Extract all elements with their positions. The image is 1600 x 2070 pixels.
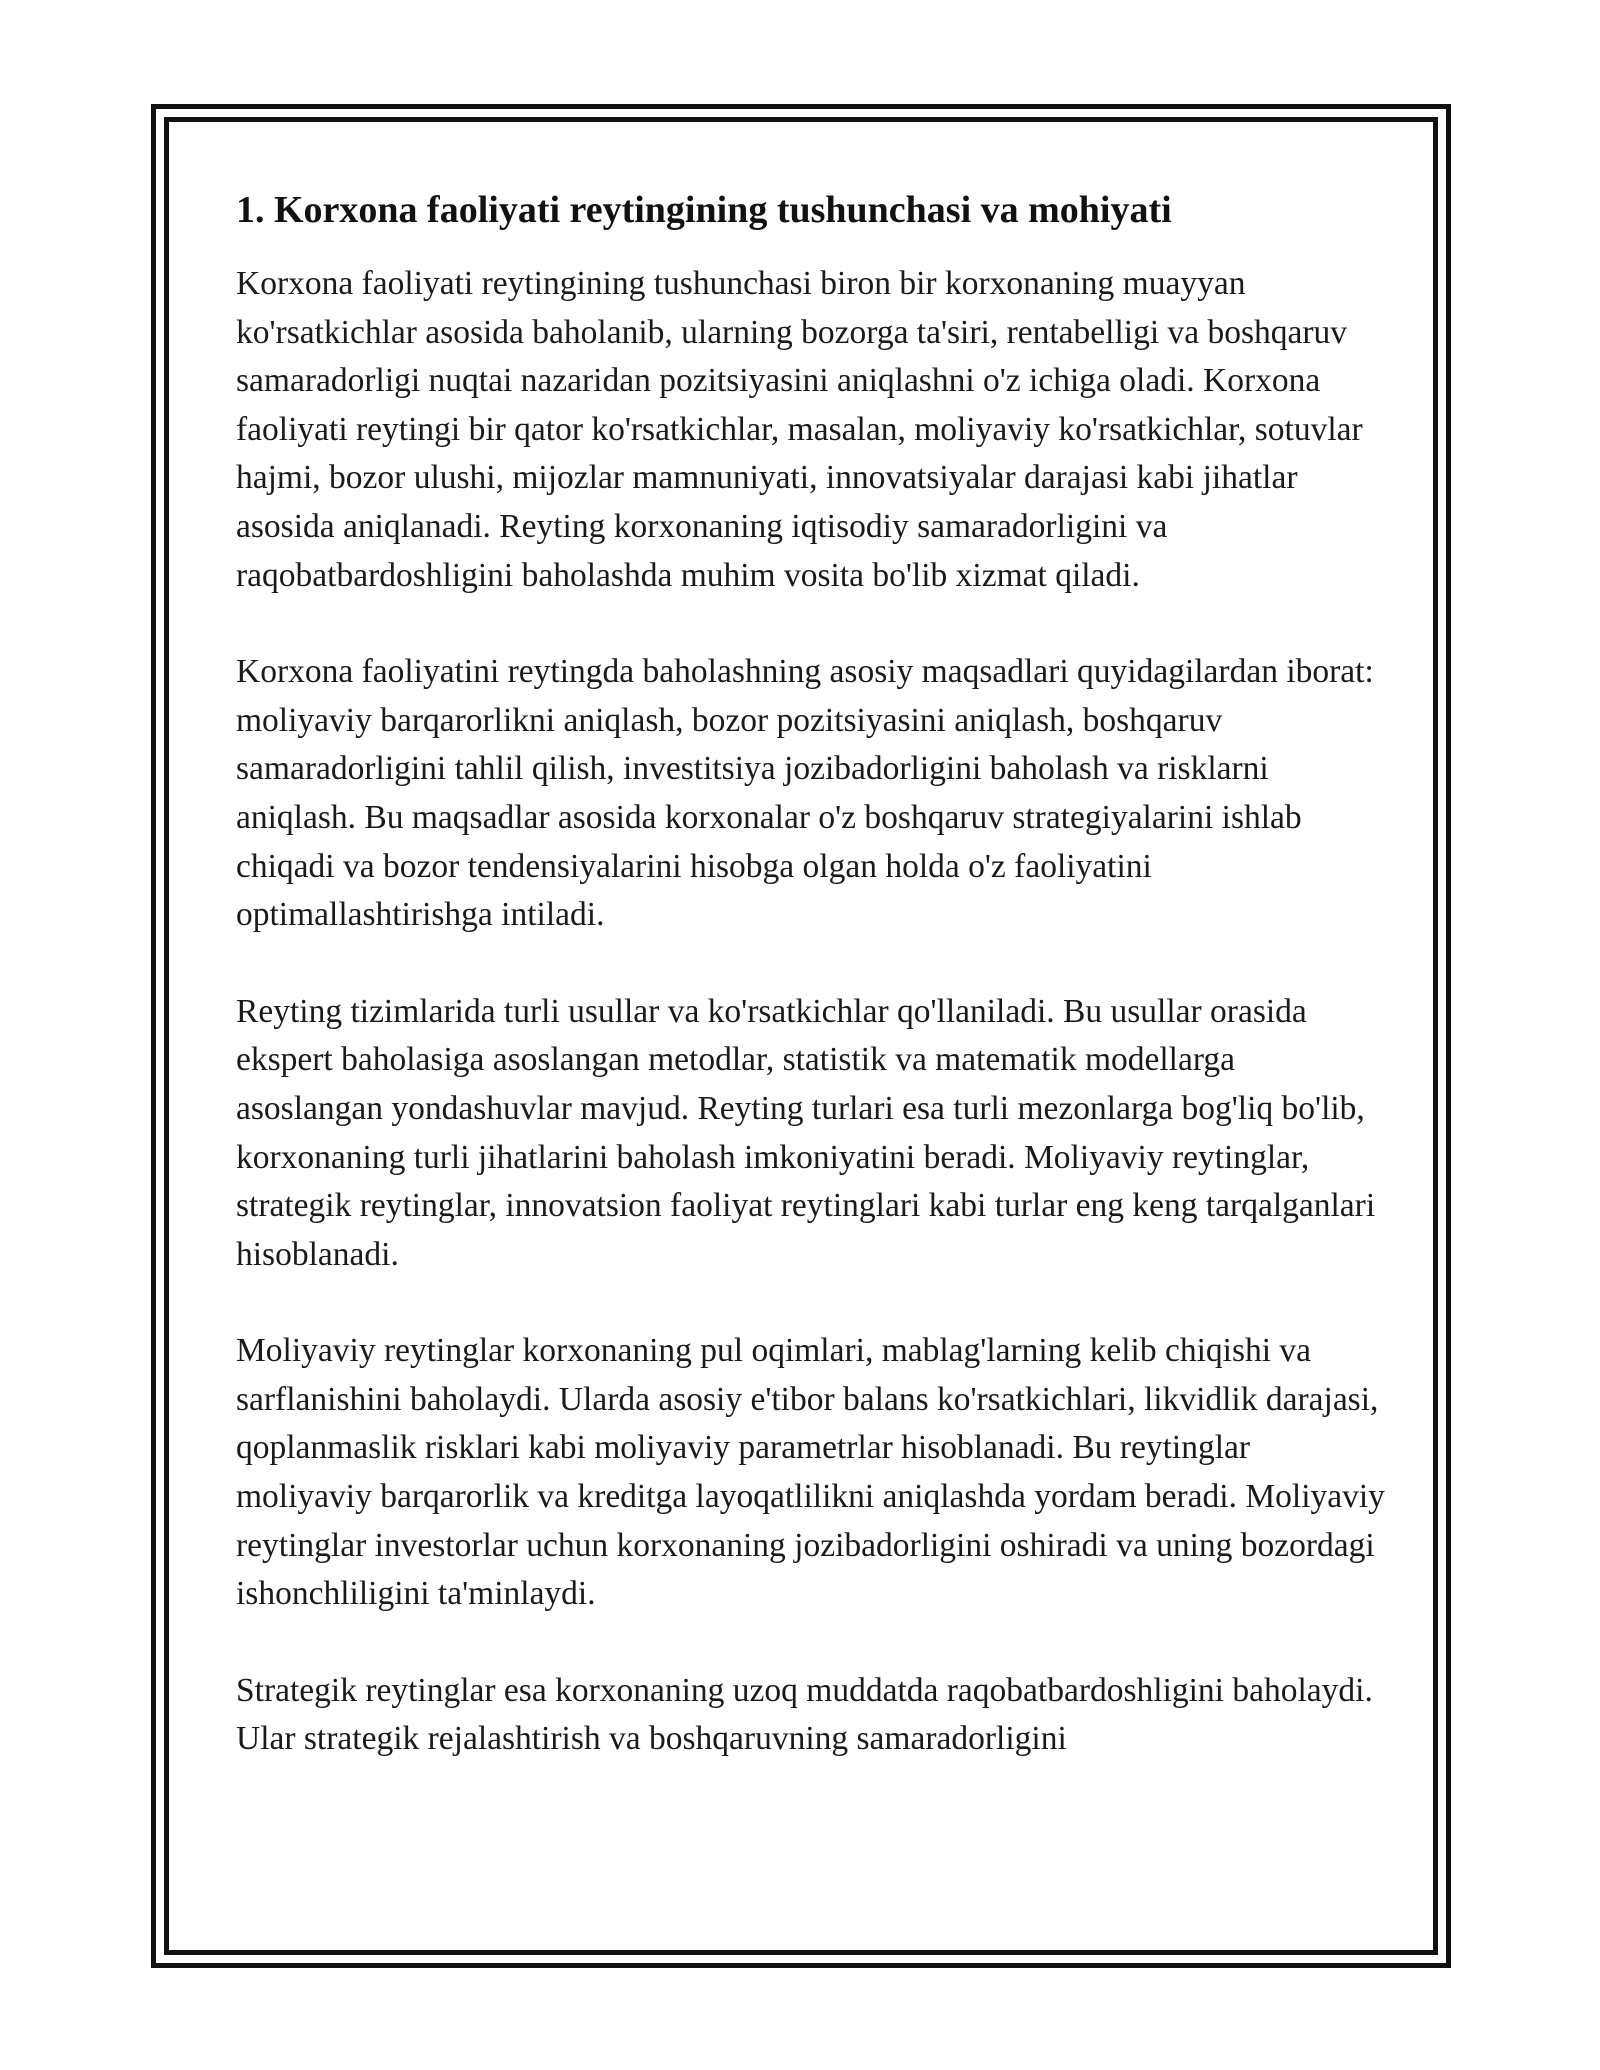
document-body (236, 186, 1386, 1812)
paragraph-5: Strategik reytinglar esa korxonaning uzoq muddatda raqobatbardoshligini baholaydi. Ular strategik rejalashtirish va boshqaruvning samaradorligini (236, 1671, 1373, 1758)
paragraph-1: Korxona faoliyati reytingining tushunchasi biron bir korxonaning muayyan ko'rsatkichlar asosida baholanib, ularning bozorga ta'siri, rentabelligi va boshqaruv samaradorligi nuqtai nazaridan pozitsiyasini aniqlashni o'z ichiga oladi. Korxona faoliyati reytingi bir qator ko'rsatkichlar, masalan, moliyaviy ko'rsatkichlar, sotuvlar hajmi, bozor ulushi, mijozlar mamnuniyati, innovatsiyalar darajasi kabi jihatlar asosida aniqlanadi. Reyting korxonaning iqtisodiy samaradorligini va raqobatbardoshligini baholashda muhim vosita bo'lib xizmat qiladi. (236, 265, 1363, 594)
section-heading: 1. Korxona faoliyati reytingining tushunchasi va mohiyati (236, 189, 1172, 231)
paragraph-2: Korxona faoliyatini reytingda baholashning asosiy maqsadlari quyidagilardan iborat: moliyaviy barqarorlikni aniqlash, bozor pozitsiyasini aniqlash, boshqaruv samaradorligini tahlil qilish, investitsiya jozibadorligini baholash va risklarni aniqlash. Bu maqsadlar asosida korxonalar o'z boshqaruv strategiyalarini ishlab chiqadi va bozor tendensiyalarini hisobga olgan holda o'z faoliyatini optimallashtirishga intiladi. (236, 653, 1374, 934)
paragraph-4: Moliyaviy reytinglar korxonaning pul oqimlari, mablag'larning kelib chiqishi va sarflanishini baholaydi. Ularda asosiy e'tibor balans ko'rsatkichlari, likvidlik darajasi, qoplanmaslik risklari kabi moliyaviy parametrlar hisoblanadi. Bu reytinglar moliyaviy barqarorlik va kreditga layoqatlilikni aniqlashda yordam beradi. Moliyaviy reytinglar investorlar uchun korxonaning jozibadorligini oshiradi va uning bozordagi ishonchliligini ta'minlaydi. (236, 1332, 1385, 1613)
paragraph-3: Reyting tizimlarida turli usullar va ko'rsatkichlar qo'llaniladi. Bu usullar orasida ekspert baholasiga asoslangan metodlar, statistik va matematik modellarga asoslangan yondashuvlar mavjud. Reyting turlari esa turli mezonlarga bog'liq bo'lib, korxonaning turli jihatlarini baholash imkoniyatini beradi. Moliyaviy reytinglar, strategik reytinglar, innovatsion faoliyat reytinglari kabi turlar eng keng tarqalganlari hisoblanadi. (236, 992, 1376, 1273)
